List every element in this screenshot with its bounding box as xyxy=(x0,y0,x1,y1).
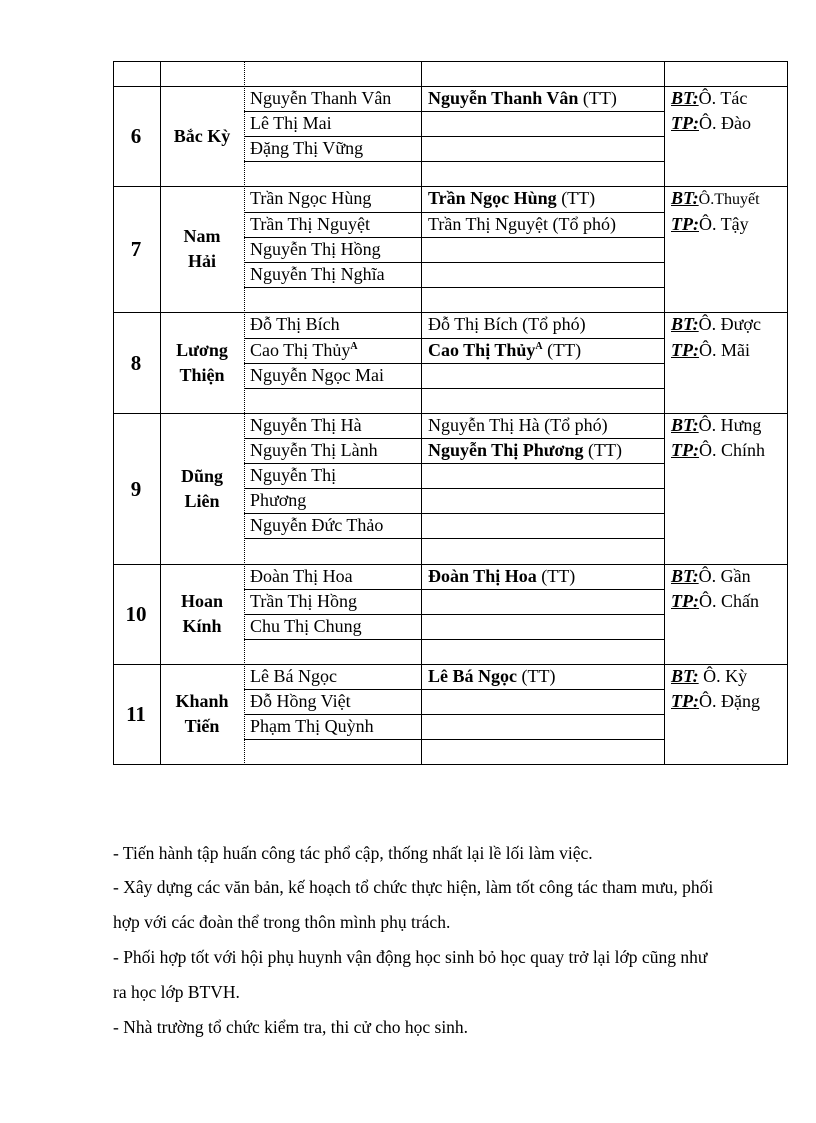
role-entry xyxy=(428,566,575,586)
group-number: 10 xyxy=(125,602,147,626)
village-name xyxy=(160,224,244,274)
member-name xyxy=(250,666,337,686)
tp-value: Ô. Chính xyxy=(698,440,765,460)
village-name-line: Lương xyxy=(176,339,228,360)
role-text: Nguyễn Thị Hà (Tổ phó) xyxy=(428,415,608,435)
member-name xyxy=(250,490,306,510)
bt-entry xyxy=(671,314,761,334)
tp-entry xyxy=(671,214,749,234)
bt-value: Ô. Kỳ xyxy=(698,666,748,686)
bt-label: BT: xyxy=(671,566,699,586)
tp-entry xyxy=(671,113,751,133)
table-border xyxy=(244,714,664,715)
group-number: 6 xyxy=(130,124,142,148)
tp-value: Ô. Đào xyxy=(698,113,751,133)
member-name xyxy=(250,415,362,435)
bt-entry xyxy=(671,88,747,108)
table-border xyxy=(113,764,788,765)
role-entry xyxy=(428,188,595,208)
table-border xyxy=(244,438,664,439)
tp-entry xyxy=(671,691,760,711)
member-name-text: Đỗ Thị Bích xyxy=(250,314,340,334)
member-name xyxy=(250,465,336,485)
village-name-line: Liên xyxy=(184,490,220,511)
village-name xyxy=(160,464,244,514)
bt-value: Ô. Hưng xyxy=(698,415,762,435)
member-name-text: Nguyễn Thị xyxy=(250,465,337,485)
table-border xyxy=(113,413,788,414)
member-name xyxy=(250,591,357,611)
bt-value: Ô. Được xyxy=(698,314,761,334)
role-suffix: (TT) xyxy=(536,566,576,586)
member-name-text: Nguyễn Thanh Vân xyxy=(250,88,392,108)
group-number: 11 xyxy=(126,702,146,726)
leader-name: Nguyễn Thị Phương xyxy=(428,440,584,460)
role-text: Trần Thị Nguyệt (Tổ phó) xyxy=(428,214,616,234)
table-border xyxy=(244,338,664,339)
leader-name: Trần Ngọc Hùng xyxy=(428,188,557,208)
village-name-line: Bắc Kỳ xyxy=(173,125,231,146)
role-entry xyxy=(428,88,617,108)
tp-value: Ô. Tậy xyxy=(698,214,749,234)
bt-label: BT: xyxy=(671,415,699,435)
member-name-text: Nguyễn Ngọc Mai xyxy=(250,365,384,385)
tp-entry xyxy=(671,440,765,460)
table-border xyxy=(113,312,788,313)
tp-value: Ô. Chấn xyxy=(698,591,759,611)
table-border xyxy=(244,639,664,640)
member-name-text: Nguyễn Thị Lành xyxy=(250,440,378,460)
table-border xyxy=(244,488,664,489)
member-name xyxy=(250,340,358,364)
table-border xyxy=(113,186,788,187)
tp-entry xyxy=(671,340,750,360)
member-name xyxy=(250,515,383,535)
table-border xyxy=(244,589,664,590)
member-name-text: Phạm Thị Quỳnh xyxy=(250,716,374,736)
role-suffix: (TT) xyxy=(542,340,582,360)
village-name-line: Nam xyxy=(183,226,221,246)
tp-entry xyxy=(671,591,759,611)
bt-label: BT: xyxy=(671,188,699,208)
table-border xyxy=(113,664,788,665)
tp-label: TP: xyxy=(671,113,699,133)
member-name-text: Lê Thị Mai xyxy=(250,113,332,133)
bt-label: BT: xyxy=(671,88,699,108)
note-line: - Xây dựng các văn bản, kế hoạch tổ chức thực hiện, làm tốt công tác tham mưu, phối xyxy=(113,877,714,897)
tp-label: TP: xyxy=(671,340,699,360)
village-name xyxy=(160,689,244,739)
member-name-text: Phương xyxy=(250,490,307,510)
table-border xyxy=(244,614,664,615)
member-name xyxy=(250,188,371,208)
leader-name: Cao Thị Thủy xyxy=(428,340,536,360)
role-entry xyxy=(428,214,616,234)
member-name-text: Trần Thị Nguyệt xyxy=(250,214,371,234)
member-name-text: Đỗ Hồng Việt xyxy=(250,691,351,711)
assignment-table xyxy=(113,61,788,765)
leader-name: Đoàn Thị Hoa xyxy=(428,566,537,586)
role-suffix: (TT) xyxy=(556,188,596,208)
member-name xyxy=(250,239,381,259)
group-number: 8 xyxy=(130,350,142,375)
role-entry xyxy=(428,666,555,686)
table-border xyxy=(244,161,664,162)
group-number: 7 xyxy=(130,237,142,261)
table-border xyxy=(244,237,664,238)
bt-value: Ô.Thuyết xyxy=(698,191,760,208)
role-text: Đỗ Thị Bích (Tổ phó) xyxy=(428,314,586,334)
bt-value: Ô. Tác xyxy=(698,88,748,108)
table-border xyxy=(244,538,664,539)
leader-name: Nguyễn Thanh Vân xyxy=(428,88,579,108)
member-name xyxy=(250,113,332,133)
tp-label: TP: xyxy=(671,440,699,460)
village-name-line: Khanh xyxy=(175,691,229,711)
bt-entry xyxy=(671,188,760,210)
tp-label: TP: xyxy=(671,214,699,234)
bt-label: BT: xyxy=(671,666,699,686)
village-name-line: Tiến xyxy=(184,716,220,736)
village-name xyxy=(160,589,244,639)
bt-value: Ô. Gần xyxy=(698,566,751,586)
role-entry xyxy=(428,415,608,435)
member-name xyxy=(250,440,378,460)
member-name xyxy=(250,88,391,108)
table-border xyxy=(244,136,664,137)
village-name-line: Kính xyxy=(182,616,222,636)
member-name xyxy=(250,314,340,334)
member-name xyxy=(250,214,370,234)
table-border xyxy=(244,739,664,740)
superscript-mark: A xyxy=(350,341,358,352)
table-border xyxy=(244,111,664,112)
bt-entry xyxy=(671,666,747,686)
superscript-mark: A xyxy=(535,341,543,352)
village-name xyxy=(160,124,244,149)
table-border xyxy=(244,287,664,288)
member-name xyxy=(250,691,351,711)
note-line: - Tiến hành tập huấn công tác phổ cập, thống nhất lại lề lối làm việc. xyxy=(113,843,593,863)
table-border xyxy=(244,262,664,263)
bt-label: BT: xyxy=(671,314,699,334)
table-border xyxy=(113,86,788,87)
role-entry xyxy=(428,314,586,334)
tp-label: TP: xyxy=(671,591,699,611)
village-name-line: Dũng xyxy=(180,465,224,486)
leader-name: Lê Bá Ngọc xyxy=(428,666,517,686)
member-name-text: Cao Thị Thủy xyxy=(250,340,351,360)
tp-value: Ô. Mãi xyxy=(698,340,750,360)
member-name-text: Đặng Thị Vững xyxy=(250,138,364,158)
village-name xyxy=(160,338,244,388)
role-entry xyxy=(428,440,622,460)
table-border xyxy=(113,564,788,565)
village-name-line: Hải xyxy=(187,251,216,271)
member-name xyxy=(250,264,385,284)
member-name xyxy=(250,616,362,636)
table-border xyxy=(244,388,664,389)
member-name-text: Đoàn Thị Hoa xyxy=(250,566,353,586)
role-suffix: (TT) xyxy=(517,666,556,686)
role-entry xyxy=(428,340,581,364)
bt-entry xyxy=(671,566,751,586)
table-border xyxy=(113,61,788,62)
table-border xyxy=(244,689,664,690)
member-name-text: Nguyễn Thị Hồng xyxy=(250,239,381,259)
village-name-line: Hoan xyxy=(180,591,223,611)
member-name xyxy=(250,138,363,158)
member-name-text: Trần Ngọc Hùng xyxy=(250,188,372,208)
role-suffix: (TT) xyxy=(578,88,617,108)
note-line: - Phối hợp tốt với hội phụ huynh vận động học sinh bỏ học quay trở lại lớp cũng như xyxy=(113,947,708,967)
member-name-text: Nguyễn Thị Nghĩa xyxy=(250,264,385,284)
group-number: 9 xyxy=(130,476,142,501)
tp-value: Ô. Đặng xyxy=(698,691,760,711)
member-name xyxy=(250,566,353,586)
member-name-text: Chu Thị Chung xyxy=(250,616,362,636)
member-name-text: Nguyễn Thị Hà xyxy=(250,415,362,435)
note-line: hợp với các đoàn thể trong thôn mình phụ trách. xyxy=(113,912,451,932)
note-line: - Nhà trường tổ chức kiểm tra, thi cử cho học sinh. xyxy=(113,1017,469,1037)
member-name-text: Trần Thị Hồng xyxy=(250,591,358,611)
village-name-line: Thiện xyxy=(179,364,225,385)
member-name xyxy=(250,365,384,385)
bt-entry xyxy=(671,415,761,435)
table-border xyxy=(244,513,664,514)
table-border xyxy=(244,463,664,464)
tp-label: TP: xyxy=(671,691,699,711)
member-name xyxy=(250,716,374,736)
role-suffix: (TT) xyxy=(583,440,622,460)
table-border xyxy=(244,212,664,213)
member-name-text: Nguyễn Đức Thảo xyxy=(250,515,384,535)
member-name-text: Lê Bá Ngọc xyxy=(250,666,337,686)
note-line: ra học lớp BTVH. xyxy=(113,982,240,1002)
